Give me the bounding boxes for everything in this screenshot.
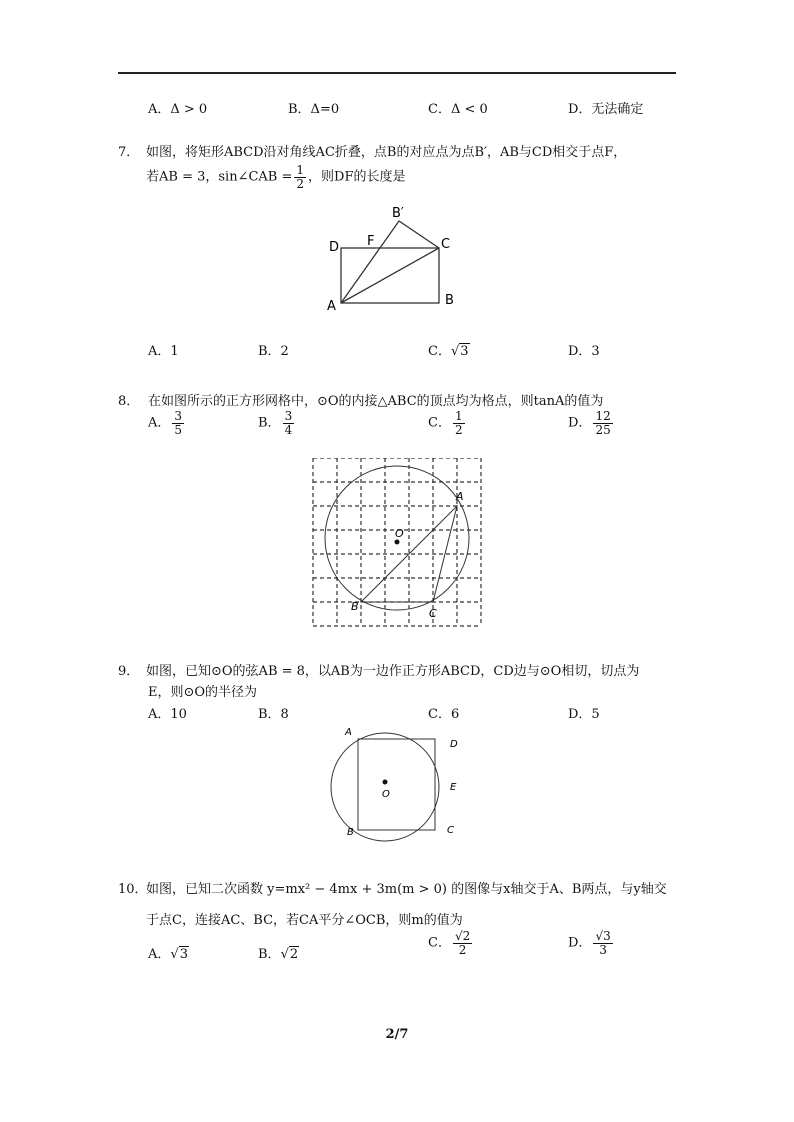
q10-option-c [428,930,474,956]
q6-option-b: B．Δ=0 [288,102,340,117]
q10-option-a-sqrt: √3 [170,947,188,962]
q9-label-c: C [447,825,454,836]
q7-frac-den: 2 [296,176,305,191]
q10-option-c-den: 2 [458,942,467,957]
q8-option-a [148,410,186,436]
q7-option-b: B．2 [258,344,289,359]
q7-option-c-sqrt: √3 [450,344,469,359]
q10-option-d-num: √3 [595,929,611,943]
q7-fraction [294,164,306,190]
q8-label-b: B [351,600,359,613]
q8-option-b-num: 3 [284,409,293,423]
q8-option-c-num: 1 [454,409,463,423]
q10-option-a-label: A． [148,947,171,962]
q8-option-c-frac [453,410,465,436]
q9-label-e: E [450,782,457,793]
q8-option-a-label: A． [148,415,171,431]
page-number: 2/7 [385,1027,409,1042]
q10-option-d [568,930,615,956]
q8-option-b-label: B． [258,415,281,431]
q9-label-a: A [345,727,352,738]
q10-option-c-label: C． [428,935,451,951]
q8-option-a-den: 5 [174,422,183,437]
q8-option-c-den: 2 [454,422,463,437]
q9-option-d: D．5 [568,707,600,722]
q7-option-a: A．1 [148,344,179,359]
q7-option-c-radicand: 3 [460,344,469,359]
q8-number: 8． [118,394,140,409]
q8-center-dot [395,540,400,545]
q6-option-a: A．Δ > 0 [148,102,208,117]
q7-figure [320,200,470,315]
q7-option-d: D．3 [568,344,600,359]
q9-line1: 如图，已知⊙O的弦AB = 8，以AB为一边作正方形ABCD，CD边与⊙O相切，切点为 [146,664,640,679]
q8-option-d [568,410,615,436]
q8-option-c [428,410,467,436]
q8-label-c: C [429,607,437,620]
q7-label-a: A [327,299,336,314]
q7-label-d: D [329,240,340,255]
q8-option-d-den: 25 [595,422,611,437]
q7-option-c-label: C． [428,344,451,359]
q7-label-c: C [441,237,451,252]
q9-option-c: C．6 [428,707,460,722]
q6-option-d: D．无法确定 [568,102,644,117]
q9-line2: E，则⊙O的半径为 [148,685,258,700]
q8-option-b-den: 4 [284,422,293,437]
q10-option-b-label: B． [258,947,281,962]
q9-option-a: A．10 [148,707,187,722]
q10-option-b [258,943,299,962]
q10-option-a-radicand: 3 [179,947,188,962]
q8-option-a-frac [172,410,184,436]
q10-line2: 于点C，连接AC、BC，若CA平分∠OCB，则m的值为 [146,913,463,928]
q6-option-c: C．Δ < 0 [428,102,488,117]
q7-line2-pre: 若AB = 3，sin∠CAB = [146,169,293,185]
q7-option-c [428,340,470,359]
q8-option-b [258,410,296,436]
q8-option-b-frac [283,410,295,436]
q7-label-b: B [445,293,454,308]
q9-center-dot [383,780,388,785]
q10-option-c-radicand: 2 [462,929,471,943]
q8-label-a: A [456,490,464,503]
q8-figure [310,458,484,628]
q9-label-d: D [450,739,458,750]
q9-number: 9． [118,664,140,679]
q10-option-d-label: D． [568,935,592,951]
q7-diagonal-ac [341,248,439,303]
q8-label-o: O [395,527,404,540]
q10-option-a [148,943,189,962]
q10-number: 10． [118,882,148,897]
q8-option-d-label: D． [568,415,592,431]
q8-text: 在如图所示的正方形网格中，⊙O的内接△ABC的顶点均为格点，则tanA的值为 [148,394,604,409]
q7-label-bprime: B′ [392,206,404,221]
q7-line2 [146,164,405,190]
q7-number: 7． [118,145,140,160]
q10-option-d-frac [593,930,612,956]
q7-line2-post: ，则DF的长度是 [308,169,406,185]
q10-line1: 如图，已知二次函数 y=mx² − 4mx + 3m(m > 0) 的图像与x轴交于A、B两点，与y轴交 [146,882,667,897]
q10-option-d-den: 3 [599,942,607,957]
q7-folded-triangle [341,221,439,303]
q8-option-d-num: 12 [595,409,611,423]
q10-option-d-radicand: 3 [603,929,611,943]
q9-label-b: B [347,827,354,838]
header-rule [118,72,676,74]
q8-option-c-label: C． [428,415,451,431]
q8-option-a-num: 3 [174,409,183,423]
q10-option-c-num: √2 [454,929,471,943]
q10-option-c-frac [453,930,472,956]
q9-option-b: B．8 [258,707,289,722]
q10-option-b-radicand: 2 [289,947,299,962]
q7-label-f: F [367,234,375,249]
q7-line1: 如图，将矩形ABCD沿对角线AC折叠，点B的对应点为点B′，AB与CD相交于点F， [146,145,627,160]
q9-square [358,739,435,830]
q9-figure [330,725,470,845]
q8-option-d-frac [593,410,612,436]
q9-label-o: O [382,789,390,800]
q10-option-b-sqrt: √2 [280,947,299,962]
q7-frac-num: 1 [296,163,305,177]
q9-circle [331,733,439,841]
